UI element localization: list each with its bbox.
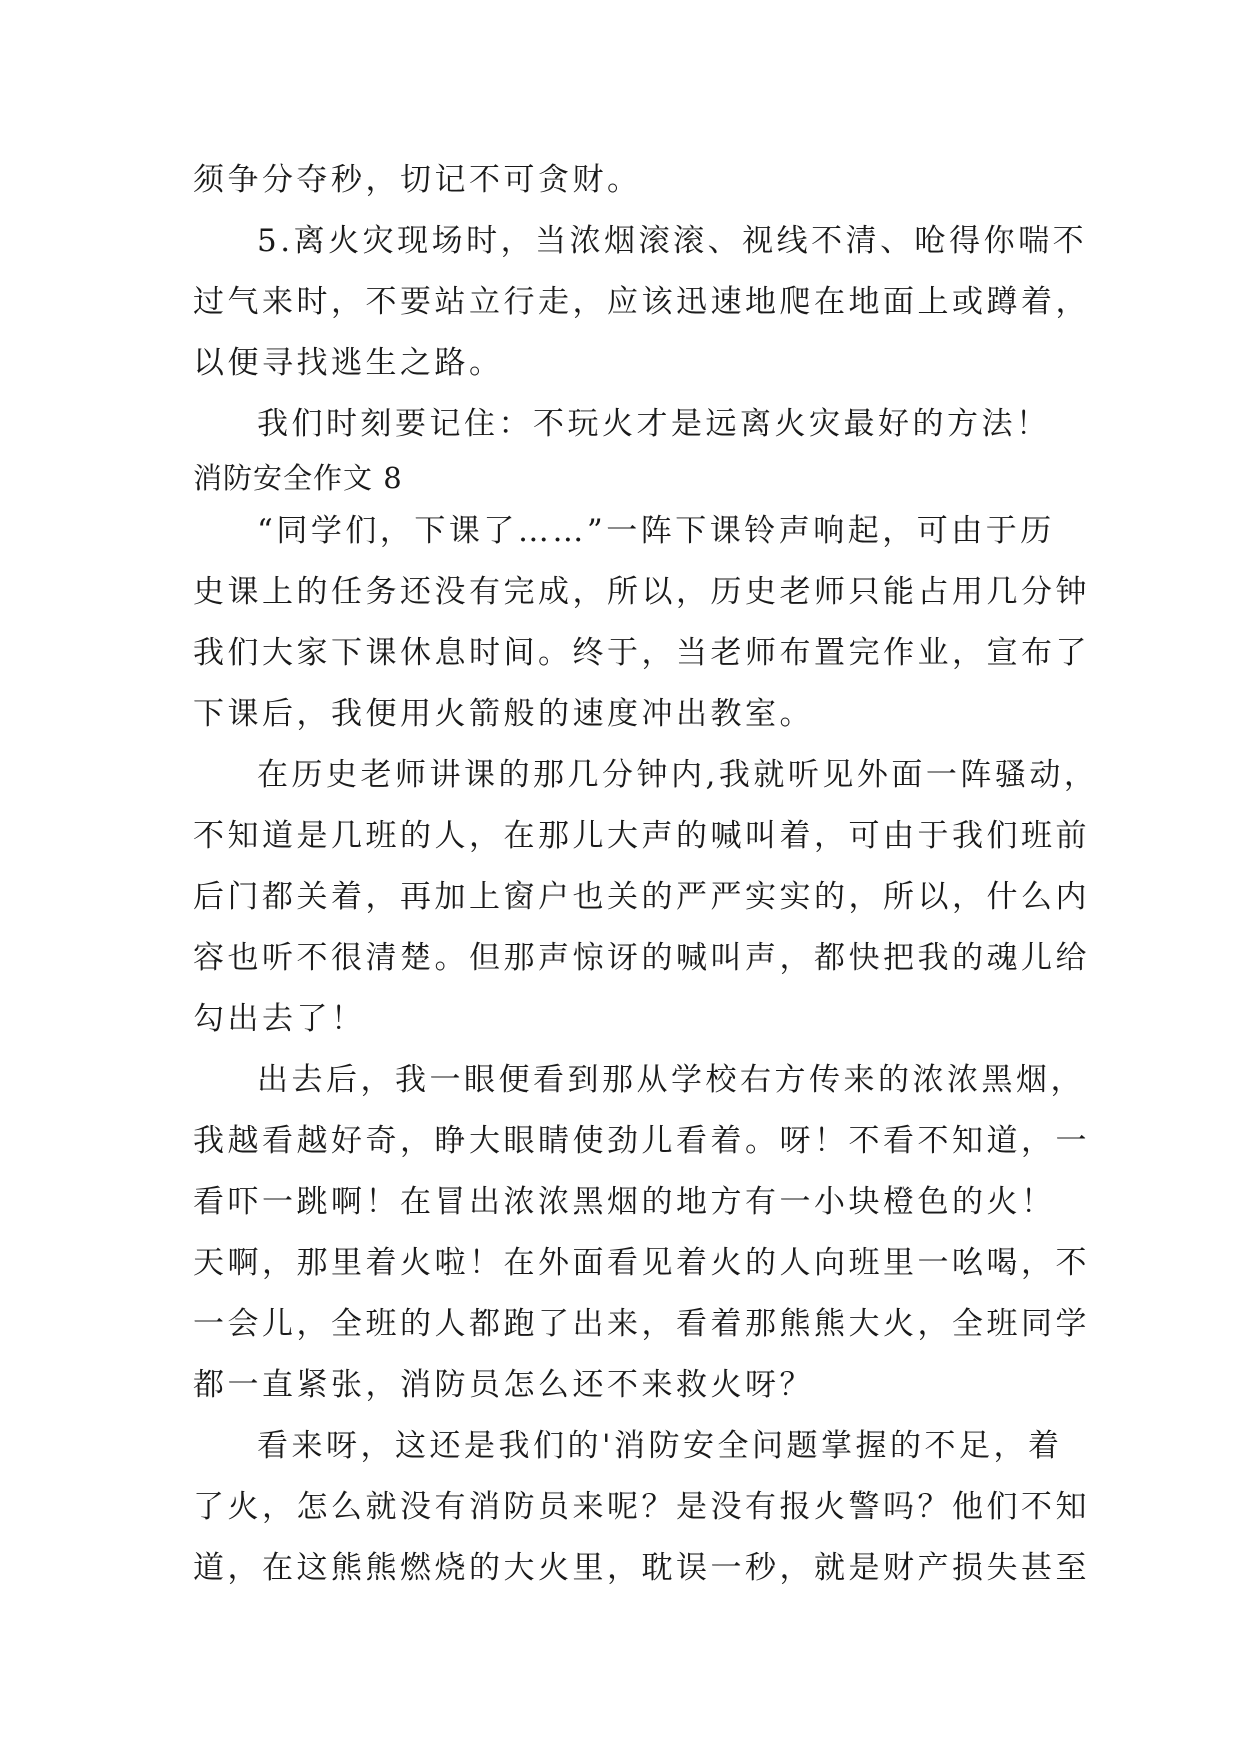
- text-line: 在历史老师讲课的那几分钟内,我就听见外面一阵骚动，: [257, 757, 1099, 793]
- text-line: 勾出去了！: [193, 1001, 366, 1037]
- text-line: 都一直紧张，消防员怎么还不来救火呀？: [193, 1367, 814, 1403]
- section-heading: 消防安全作文 8: [193, 461, 403, 495]
- text-line: 下课后，我便用火箭般的速度冲出教室。: [193, 696, 814, 732]
- text-line: 史课上的任务还没有完成，所以，历史老师只能占用几分钟: [193, 574, 1090, 610]
- text-line: 以便寻找逃生之路。: [193, 345, 504, 381]
- text-line: 了火，怎么就没有消防员来呢？是没有报火警吗？他们不知: [193, 1489, 1090, 1525]
- text-line: “同学们，下课了……”一阵下课铃声响起，可由于历: [257, 513, 1055, 549]
- text-line: 看来呀，这还是我们的'消防安全问题掌握的不足，着: [257, 1428, 1063, 1464]
- document-body: [193, 150, 1099, 1599]
- text-line: 一会儿，全班的人都跑了出来，看着那熊熊大火，全班同学: [193, 1306, 1090, 1342]
- text-line: 道，在这熊熊燃烧的大火里，耽误一秒，就是财产损失甚至: [193, 1550, 1090, 1586]
- text-line: 看吓一跳啊！在冒出浓浓黑烟的地方有一小块橙色的火！: [193, 1184, 1056, 1220]
- text-line: 我们时刻要记住：不玩火才是远离火灾最好的方法！: [257, 406, 1051, 442]
- text-line: 5.离火灾现场时，当浓烟滚滚、视线不清、呛得你喘不: [257, 223, 1088, 259]
- text-line: 天啊，那里着火啦！在外面看见着火的人向班里一吆喝，不: [193, 1245, 1090, 1281]
- text-line: 不知道是几班的人，在那儿大声的喊叫着，可由于我们班前: [193, 818, 1090, 854]
- text-line: 后门都关着，再加上窗户也关的严严实实的，所以，什么内: [193, 879, 1090, 915]
- text-line: 容也听不很清楚。但那声惊讶的喊叫声，都快把我的魂儿给: [193, 940, 1090, 976]
- text-line: 过气来时，不要站立行走，应该迅速地爬在地面上或蹲着，: [193, 284, 1090, 320]
- text-line: 须争分夺秒，切记不可贪财。: [193, 162, 642, 198]
- text-line: 我越看越好奇，睁大眼睛使劲儿看着。呀！不看不知道，一: [193, 1123, 1090, 1159]
- text-line: 我们大家下课休息时间。终于，当老师布置完作业，宣布了: [193, 635, 1090, 671]
- text-line: 出去后，我一眼便看到那从学校右方传来的浓浓黑烟，: [257, 1062, 1085, 1098]
